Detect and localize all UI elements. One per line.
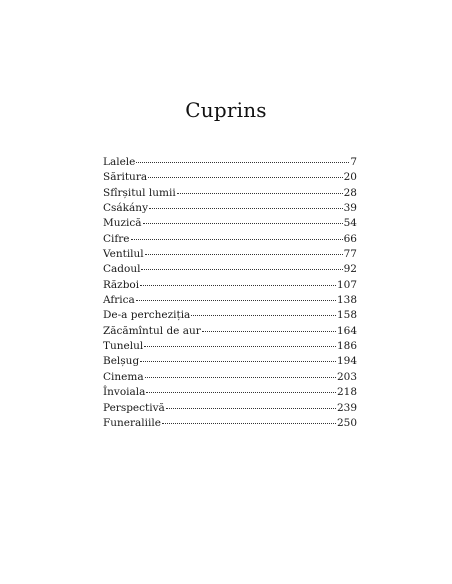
chapter-title: Război [103, 278, 140, 291]
page-number: 250 [336, 416, 357, 429]
page-number: 203 [336, 370, 357, 383]
dot-leader [166, 398, 336, 409]
page-number: 66 [343, 232, 357, 245]
chapter-title: Tunelul [103, 340, 144, 353]
dot-leader [136, 152, 349, 163]
chapter-title: Muzică [103, 217, 142, 230]
dot-leader [145, 367, 336, 378]
chapter-title: Ventilul [103, 248, 144, 261]
page-number: 164 [336, 324, 357, 337]
chapter-title: Cifre [103, 232, 130, 245]
page-number: 107 [336, 278, 357, 291]
dot-leader [140, 351, 336, 362]
dot-leader [145, 244, 343, 255]
page-number: 92 [343, 263, 357, 276]
page-title: Cuprins [185, 98, 267, 122]
chapter-title: Sfîrșitul lumii [103, 186, 176, 199]
page-number: 218 [336, 386, 357, 399]
page-number: 239 [336, 401, 357, 414]
dot-leader [177, 183, 343, 194]
dot-leader [146, 382, 336, 393]
page-number: 28 [343, 186, 357, 199]
dot-leader [144, 336, 336, 347]
chapter-title: Funeraliile [103, 416, 161, 429]
dot-leader [149, 198, 343, 209]
dot-leader [202, 321, 336, 332]
page-number: 54 [343, 217, 357, 230]
dot-leader [162, 413, 336, 424]
page-number: 39 [343, 202, 357, 215]
chapter-title: Lalele [103, 156, 136, 168]
chapter-title: Csákány [103, 202, 148, 215]
page-number: 7 [350, 156, 357, 168]
dot-leader [136, 290, 336, 301]
page-number: 77 [343, 248, 357, 261]
chapter-title: Cinema [103, 370, 144, 383]
page-number: 194 [336, 355, 357, 368]
page-number: 158 [336, 309, 357, 322]
dot-leader [140, 275, 336, 286]
page-number: 186 [336, 340, 357, 353]
chapter-title: Belșug [103, 355, 140, 368]
chapter-title: De-a percheziția [103, 309, 191, 322]
page-number: 138 [336, 294, 357, 307]
chapter-title: Zăcămîntul de aur [103, 324, 201, 337]
toc-entry [103, 415, 357, 430]
page-number: 20 [343, 171, 357, 184]
dot-leader [148, 167, 343, 178]
chapter-title: Cadoul [103, 263, 141, 276]
chapter-title: Perspectivă [103, 401, 165, 414]
chapter-title: Învoiala [103, 386, 146, 399]
chapter-title: Săritura [103, 171, 148, 184]
dot-leader [191, 305, 336, 316]
dot-leader [143, 213, 343, 224]
table-of-contents [103, 154, 357, 430]
dot-leader [141, 259, 342, 270]
chapter-title: Africa [103, 294, 135, 307]
dot-leader [131, 229, 343, 240]
